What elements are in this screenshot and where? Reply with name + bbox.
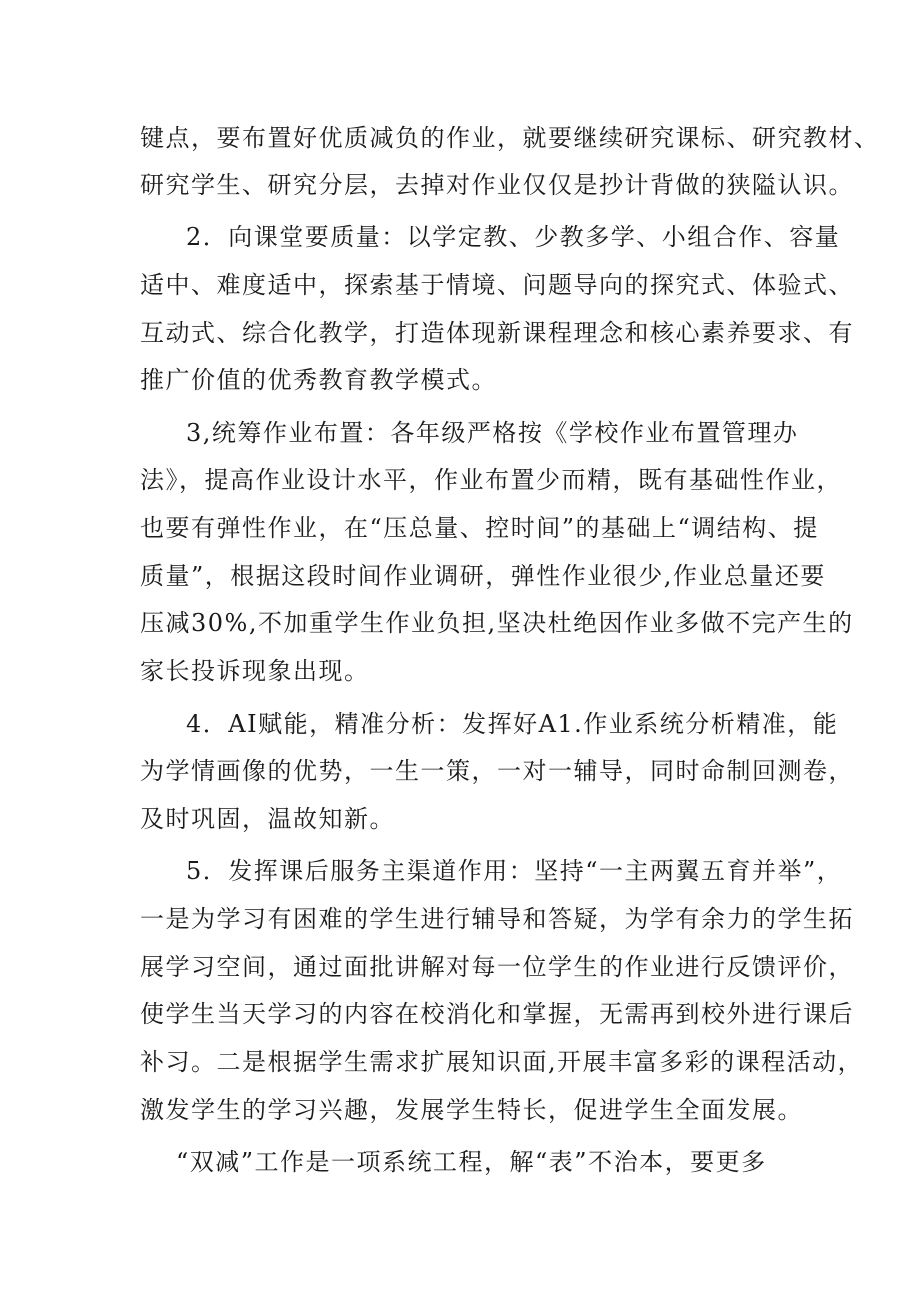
text-line: 5．发挥课后服务主渠道作用：坚持“一主两翼五育并举”， — [186, 857, 843, 885]
text-line: 3,统筹作业布置：各年级严格按《学校作业布置管理办 — [186, 419, 799, 447]
text-line: 家长投诉现象出现。 — [140, 657, 370, 685]
text-line: 激发学生的学习兴趣，发展学生特长，促进学生全面发展。 — [140, 1096, 803, 1124]
text-line: 研究学生、研究分层，去掉对作业仅仅是抄计背做的狭隘认识。 — [140, 171, 854, 199]
text-line: 推广价值的优秀教育教学模式。 — [140, 366, 497, 394]
text-line: 使学生当天学习的内容在校消化和掌握，无需再到校外进行课后 — [140, 1000, 854, 1028]
text-line: 4．AI赋能，精准分析：发挥好A1.作业系统分析精准，能 — [186, 710, 839, 738]
text-line: 为学情画像的优势，一生一策，一对一辅导，同时命制回测卷， — [140, 757, 854, 785]
text-line: 补习。二是根据学生需求扩展知识面,开展丰富多彩的课程活动， — [140, 1048, 864, 1076]
text-line: 一是为学习有困难的学生进行辅导和答疑，为学有余力的学生拓 — [140, 905, 854, 933]
text-line: 适中、难度适中，探索基于情境、问题导向的探究式、体验式、 — [140, 271, 854, 299]
text-line: 压减30%,不加重学生作业负担,坚决杜绝因作业多做不完产生的 — [140, 609, 854, 637]
text-line: “双减”工作是一项系统工程，解“表”不治本，要更多 — [176, 1148, 767, 1176]
text-line: 质量”，根据这段时间作业调研，弹性作业很少,作业总量还要 — [140, 562, 826, 590]
text-line: 展学习空间，通过面批讲解对每一位学生的作业进行反馈评价， — [140, 953, 854, 981]
text-line: 及时巩固，温故知新。 — [140, 805, 395, 833]
text-line: 互动式、综合化教学，打造体现新课程理念和核心素养要求、有 — [140, 319, 854, 347]
text-line: 2．向课堂要质量：以学定教、少教多学、小组合作、容量 — [186, 223, 841, 251]
text-line: 键点，要布置好优质减负的作业，就要继续研究课标、研究教材、 — [140, 124, 880, 152]
text-line: 也要有弹性作业，在“压总量、控时间”的基础上“调结构、提 — [140, 514, 819, 542]
text-line: 法》，提高作业设计水平，作业布置少而精，既有基础性作业， — [140, 466, 842, 494]
